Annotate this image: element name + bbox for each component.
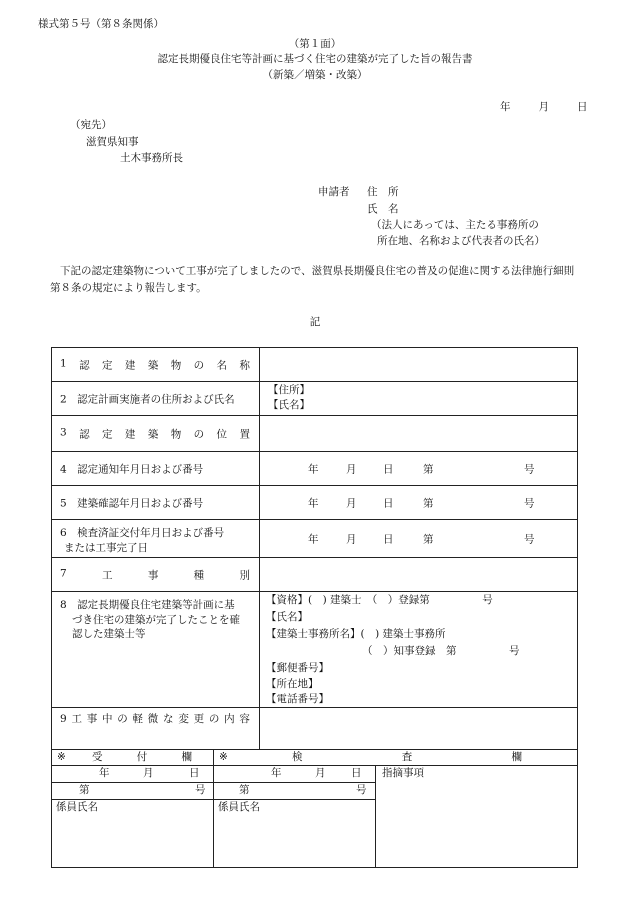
applicant-note-line2: 所在地、名称および代表者の氏名） (377, 235, 545, 247)
inspection-year[interactable]: 年 (271, 767, 282, 779)
report-date: 年 月 日 (500, 101, 588, 113)
inspection-mark: ※ (219, 751, 228, 763)
reception-mark: ※ (57, 751, 66, 763)
divider (52, 765, 577, 766)
addressee-office-chief: 土木事務所長 (120, 152, 183, 164)
applicant-note-line1: （法人にあっては、主たる事務所の (371, 219, 539, 231)
inspection-number-label[interactable]: 第 (239, 784, 250, 796)
reception-day[interactable]: 日 (189, 767, 200, 779)
inspection-number-suffix: 号 (356, 784, 367, 796)
building-confirmation-value[interactable]: 年 月 日 第 号 (308, 497, 535, 509)
table-row-work-type: 7 工 事 種 別 (52, 558, 577, 592)
reception-number-suffix: 号 (195, 784, 206, 796)
form-number: 様式第５号（第８条関係） (38, 18, 164, 30)
reception-month[interactable]: 月 (143, 767, 154, 779)
inspection-staff-name[interactable]: 係員氏名 (218, 801, 260, 813)
reception-number-label[interactable]: 第 (79, 784, 90, 796)
building-location-value[interactable] (260, 416, 577, 451)
document-subtitle: （新築／増築・改築） (262, 69, 368, 81)
inspection-month[interactable]: 月 (315, 767, 326, 779)
building-name-value[interactable] (260, 348, 577, 381)
inspection-certificate-value[interactable]: 年 月 日 第 号 (308, 533, 535, 545)
office-use-section (51, 750, 578, 868)
table-row-implementer: 2 認定計画実施者の住所および氏名 【住所】 【氏名】 (52, 382, 577, 416)
report-table (51, 347, 578, 750)
table-row-inspection-certificate: 6 検査済証交付年月日および番号 または工事完了日 年 月 日 第 号 (52, 520, 577, 558)
implementer-value[interactable]: 【住所】 【氏名】 (268, 384, 310, 411)
reception-year[interactable]: 年 (99, 767, 110, 779)
remarks-field[interactable]: 指摘事項 (382, 767, 424, 779)
page-label: （第１面） (288, 38, 342, 50)
minor-changes-value[interactable] (260, 708, 577, 749)
body-text-line2: 第８条の規定により報告します。 (50, 282, 207, 294)
table-row-building-location: 3 認 定 建 築 物 の 位 置 (52, 416, 577, 452)
table-row-architect: 8 認定長期優良住宅建築等計画に基 づき住宅の建築が完了したことを確 認した建築士等 【資格】( ) 建築士 （ ）登録第 号 【氏名】 【建築士事務所名】( ) 建築士事務所 （ ）知事登録 第 号 【郵便番号】 【所在地】 【電話番号】 (52, 592, 577, 708)
document-title: 認定長期優良住宅等計画に基づく住宅の建築が完了した旨の報告書 (157, 53, 473, 65)
divider (213, 750, 214, 867)
applicant-address-label: 住 所 (367, 186, 399, 198)
addressee-label: （宛先） (70, 119, 112, 131)
table-row-building-confirmation: 5 建築確認年月日および番号 年 月 日 第 号 (52, 486, 577, 520)
table-row-minor-changes: 9 工 事 中 の 軽 微 な 変 更 の 内 容 (52, 708, 577, 749)
reception-staff-name[interactable]: 係員氏名 (56, 801, 98, 813)
applicant-label: 申請者 (318, 186, 350, 198)
inspection-header: 検 査 欄 (292, 751, 522, 763)
approval-notice-value[interactable]: 年 月 日 第 号 (308, 463, 535, 475)
divider (375, 765, 376, 868)
reception-header: 受 付 欄 (92, 751, 192, 763)
architect-value[interactable]: 【資格】( ) 建築士 （ ）登録第 号 【氏名】 【建築士事務所名】( ) 建築士事務所 （ ）知事登録 第 号 【郵便番号】 【所在地】 【電話番号】 (266, 594, 520, 705)
table-row-approval-notice: 4 認定通知年月日および番号 年 月 日 第 号 (52, 452, 577, 486)
inspection-day[interactable]: 日 (351, 767, 362, 779)
body-text-line1: 下記の認定建築物について工事が完了しましたので、滋賀県長期優良住宅の普及の促進に関する法律施行細則 (60, 265, 575, 277)
work-type-value[interactable] (260, 558, 577, 591)
applicant-name-label: 氏 名 (367, 203, 399, 215)
addressee-governor: 滋賀県知事 (86, 136, 139, 148)
ki-heading: 記 (309, 316, 321, 328)
table-row-building-name: 1 認 定 建 築 物 の 名 称 (52, 348, 577, 382)
row-number: 1 (60, 357, 67, 369)
